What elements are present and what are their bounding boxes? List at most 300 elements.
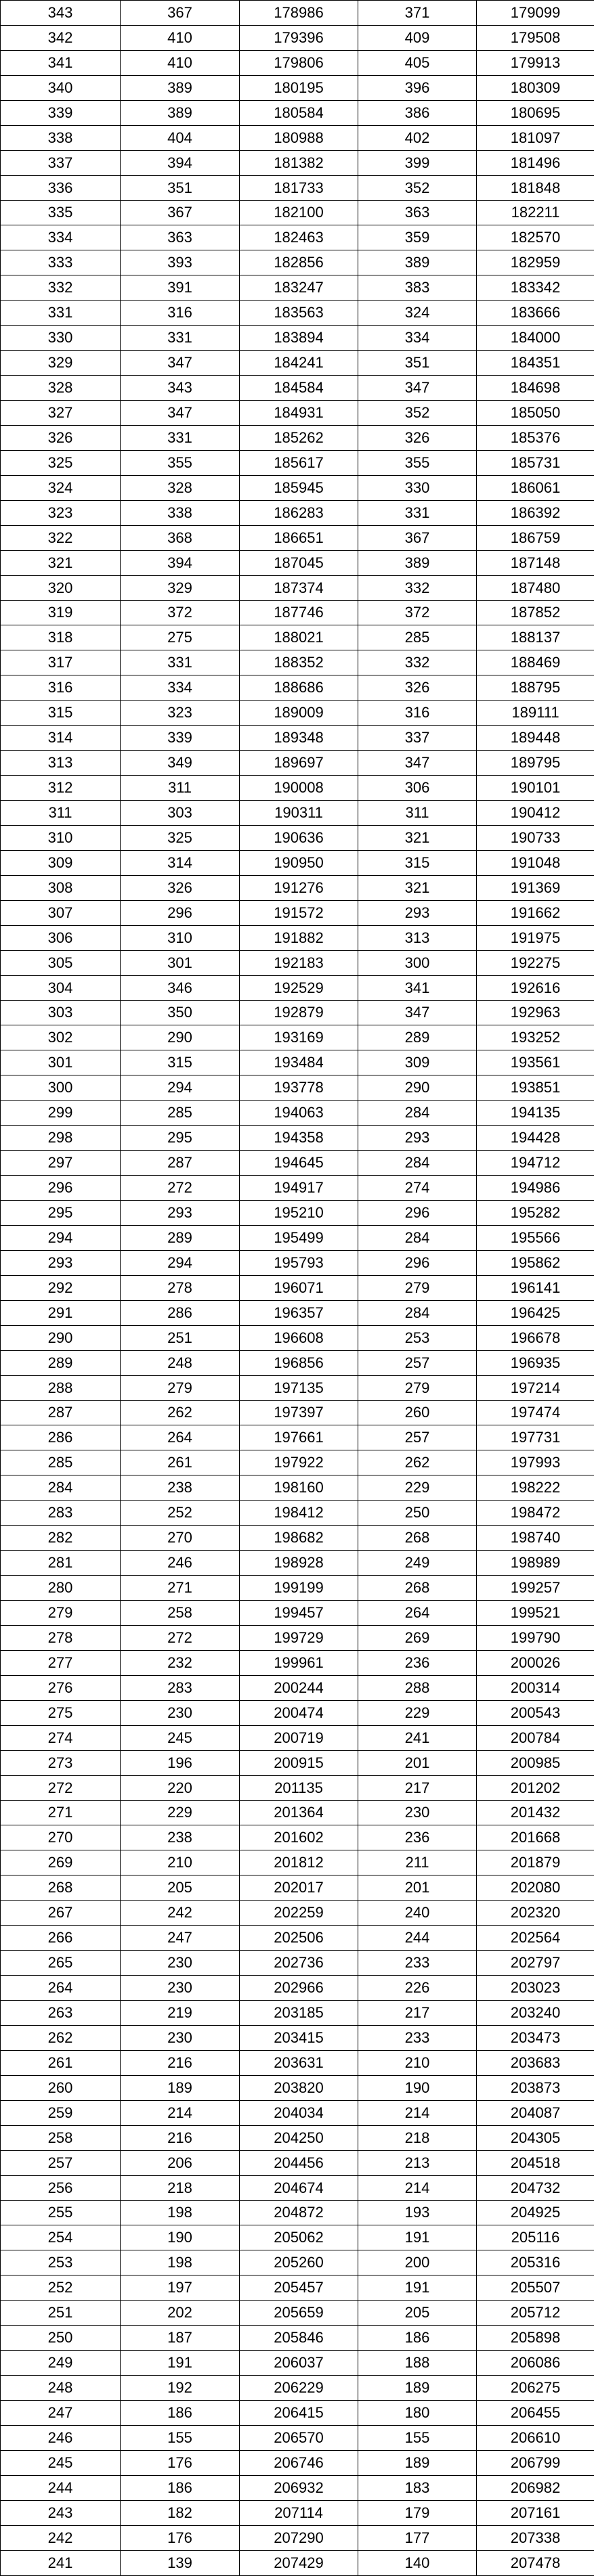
cumulative-b-cell: 205316 [477, 2250, 594, 2275]
cumulative-b-cell: 180695 [477, 100, 594, 125]
cumulative-b-cell: 207338 [477, 2525, 594, 2550]
cumulative-a-cell: 191882 [240, 925, 358, 950]
count-a-cell: 393 [121, 250, 240, 275]
table-row [1, 825, 594, 850]
count-a-cell: 272 [121, 1176, 240, 1201]
count-a-cell: 343 [121, 376, 240, 401]
cumulative-b-cell: 206610 [477, 2425, 594, 2450]
cumulative-b-cell: 188469 [477, 650, 594, 675]
count-a-cell: 287 [121, 1151, 240, 1176]
cumulative-b-cell: 203473 [477, 2025, 594, 2050]
cumulative-b-cell: 192275 [477, 950, 594, 975]
cumulative-a-cell: 204034 [240, 2100, 358, 2125]
cumulative-b-cell: 190733 [477, 825, 594, 850]
score-cell: 303 [1, 1000, 121, 1025]
score-cell: 266 [1, 1926, 121, 1951]
cumulative-b-cell: 206982 [477, 2475, 594, 2500]
cumulative-a-cell: 197135 [240, 1375, 358, 1400]
cumulative-b-cell: 192963 [477, 1000, 594, 1025]
cumulative-a-cell: 196071 [240, 1275, 358, 1300]
count-b-cell: 193 [358, 2200, 477, 2225]
cumulative-a-cell: 206037 [240, 2351, 358, 2376]
table-row [1, 1700, 594, 1725]
cumulative-b-cell: 186061 [477, 475, 594, 500]
cumulative-a-cell: 182463 [240, 225, 358, 250]
score-cell: 280 [1, 1576, 121, 1601]
count-b-cell: 284 [358, 1151, 477, 1176]
count-b-cell: 284 [358, 1225, 477, 1250]
score-cell: 285 [1, 1450, 121, 1475]
table-row [1, 2401, 594, 2426]
count-b-cell: 288 [358, 1675, 477, 1700]
table-row [1, 1926, 594, 1951]
count-b-cell: 268 [358, 1576, 477, 1601]
cumulative-a-cell: 190950 [240, 850, 358, 875]
cumulative-b-cell: 202320 [477, 1901, 594, 1926]
cumulative-a-cell: 193778 [240, 1075, 358, 1101]
cumulative-a-cell: 182100 [240, 200, 358, 225]
cumulative-b-cell: 181848 [477, 175, 594, 200]
cumulative-b-cell: 180309 [477, 75, 594, 100]
cumulative-a-cell: 189697 [240, 751, 358, 776]
count-b-cell: 260 [358, 1400, 477, 1425]
score-cell: 243 [1, 2500, 121, 2525]
count-a-cell: 190 [121, 2225, 240, 2250]
score-cell: 331 [1, 301, 121, 326]
count-b-cell: 218 [358, 2125, 477, 2150]
count-a-cell: 191 [121, 2351, 240, 2376]
count-a-cell: 363 [121, 225, 240, 250]
cumulative-a-cell: 187374 [240, 575, 358, 600]
table-row [1, 275, 594, 301]
cumulative-b-cell: 184698 [477, 376, 594, 401]
cumulative-b-cell: 199790 [477, 1625, 594, 1650]
count-b-cell: 250 [358, 1501, 477, 1526]
cumulative-b-cell: 185376 [477, 425, 594, 450]
cumulative-a-cell: 196357 [240, 1300, 358, 1325]
table-row [1, 1201, 594, 1226]
cumulative-a-cell: 201135 [240, 1775, 358, 1800]
score-cell: 267 [1, 1901, 121, 1926]
count-a-cell: 251 [121, 1325, 240, 1350]
cumulative-a-cell: 202736 [240, 1951, 358, 1976]
count-b-cell: 284 [358, 1101, 477, 1126]
cumulative-a-cell: 199961 [240, 1650, 358, 1675]
cumulative-a-cell: 182856 [240, 250, 358, 275]
count-b-cell: 341 [358, 975, 477, 1000]
count-a-cell: 186 [121, 2401, 240, 2426]
score-cell: 328 [1, 376, 121, 401]
score-cell: 314 [1, 726, 121, 751]
count-b-cell: 332 [358, 650, 477, 675]
count-b-cell: 230 [358, 1800, 477, 1825]
cumulative-b-cell: 189795 [477, 751, 594, 776]
cumulative-b-cell: 204732 [477, 2175, 594, 2200]
cumulative-a-cell: 202966 [240, 1976, 358, 2001]
count-a-cell: 303 [121, 801, 240, 826]
cumulative-b-cell: 181496 [477, 150, 594, 175]
count-b-cell: 409 [358, 25, 477, 50]
count-a-cell: 351 [121, 175, 240, 200]
table-row [1, 376, 594, 401]
score-cell: 336 [1, 175, 121, 200]
count-b-cell: 214 [358, 2175, 477, 2200]
table-row [1, 75, 594, 100]
count-b-cell: 332 [358, 575, 477, 600]
score-cell: 289 [1, 1350, 121, 1375]
score-cell: 278 [1, 1625, 121, 1650]
count-a-cell: 182 [121, 2500, 240, 2525]
count-b-cell: 296 [358, 1201, 477, 1226]
cumulative-b-cell: 203240 [477, 2001, 594, 2026]
cumulative-b-cell: 185050 [477, 401, 594, 426]
count-a-cell: 202 [121, 2301, 240, 2326]
cumulative-a-cell: 204674 [240, 2175, 358, 2200]
count-b-cell: 253 [358, 1325, 477, 1350]
table-row [1, 2050, 594, 2075]
count-a-cell: 248 [121, 1350, 240, 1375]
table-row [1, 200, 594, 225]
cumulative-b-cell: 201202 [477, 1775, 594, 1800]
score-cell: 283 [1, 1501, 121, 1526]
count-a-cell: 216 [121, 2050, 240, 2075]
score-cell: 316 [1, 675, 121, 701]
cumulative-b-cell: 202564 [477, 1926, 594, 1951]
score-cell: 325 [1, 450, 121, 475]
table-row [1, 525, 594, 550]
cumulative-b-cell: 205116 [477, 2225, 594, 2250]
cumulative-b-cell: 193851 [477, 1075, 594, 1101]
count-b-cell: 214 [358, 2100, 477, 2125]
score-cell: 253 [1, 2250, 121, 2275]
table-row [1, 2425, 594, 2450]
cumulative-a-cell: 190636 [240, 825, 358, 850]
count-b-cell: 189 [358, 2450, 477, 2475]
cumulative-b-cell: 207478 [477, 2550, 594, 2575]
score-cell: 271 [1, 1800, 121, 1825]
cumulative-b-cell: 191369 [477, 875, 594, 900]
table-row [1, 1650, 594, 1675]
cumulative-b-cell: 184351 [477, 351, 594, 376]
cumulative-a-cell: 178986 [240, 1, 358, 26]
cumulative-a-cell: 183247 [240, 275, 358, 301]
score-cell: 245 [1, 2450, 121, 2475]
count-a-cell: 328 [121, 475, 240, 500]
count-a-cell: 230 [121, 1951, 240, 1976]
count-a-cell: 410 [121, 50, 240, 75]
cumulative-a-cell: 191572 [240, 900, 358, 925]
count-a-cell: 192 [121, 2376, 240, 2401]
count-a-cell: 350 [121, 1000, 240, 1025]
cumulative-b-cell: 197731 [477, 1425, 594, 1450]
count-b-cell: 155 [358, 2425, 477, 2450]
cumulative-a-cell: 203185 [240, 2001, 358, 2026]
count-b-cell: 285 [358, 625, 477, 650]
cumulative-b-cell: 196141 [477, 1275, 594, 1300]
count-a-cell: 334 [121, 675, 240, 701]
count-a-cell: 214 [121, 2100, 240, 2125]
count-b-cell: 179 [358, 2500, 477, 2525]
score-cell: 300 [1, 1075, 121, 1101]
count-b-cell: 389 [358, 250, 477, 275]
score-cell: 272 [1, 1775, 121, 1800]
cumulative-a-cell: 187045 [240, 550, 358, 575]
cumulative-a-cell: 202017 [240, 1875, 358, 1901]
cumulative-b-cell: 204518 [477, 2150, 594, 2175]
cumulative-a-cell: 200719 [240, 1725, 358, 1750]
count-b-cell: 309 [358, 1050, 477, 1075]
score-cell: 343 [1, 1, 121, 26]
score-cell: 248 [1, 2376, 121, 2401]
score-cell: 319 [1, 600, 121, 625]
score-cell: 293 [1, 1250, 121, 1275]
cumulative-a-cell: 200915 [240, 1750, 358, 1775]
score-cell: 244 [1, 2475, 121, 2500]
count-b-cell: 236 [358, 1650, 477, 1675]
count-b-cell: 217 [358, 1775, 477, 1800]
table-row [1, 850, 594, 875]
score-cell: 279 [1, 1601, 121, 1626]
table-row [1, 1625, 594, 1650]
table-row [1, 925, 594, 950]
count-a-cell: 310 [121, 925, 240, 950]
cumulative-b-cell: 194428 [477, 1126, 594, 1151]
cumulative-a-cell: 180584 [240, 100, 358, 125]
score-cell: 334 [1, 225, 121, 250]
count-a-cell: 271 [121, 1576, 240, 1601]
count-b-cell: 188 [358, 2351, 477, 2376]
score-cell: 286 [1, 1425, 121, 1450]
count-b-cell: 189 [358, 2376, 477, 2401]
count-a-cell: 331 [121, 650, 240, 675]
count-b-cell: 249 [358, 1551, 477, 1576]
score-cell: 291 [1, 1300, 121, 1325]
count-b-cell: 347 [358, 1000, 477, 1025]
cumulative-b-cell: 201432 [477, 1800, 594, 1825]
count-a-cell: 346 [121, 975, 240, 1000]
count-b-cell: 331 [358, 500, 477, 525]
count-b-cell: 229 [358, 1475, 477, 1501]
table-row [1, 2075, 594, 2100]
score-cell: 310 [1, 825, 121, 850]
cumulative-a-cell: 179396 [240, 25, 358, 50]
count-b-cell: 306 [358, 776, 477, 801]
table-row [1, 25, 594, 50]
count-a-cell: 270 [121, 1526, 240, 1551]
count-a-cell: 205 [121, 1875, 240, 1901]
score-cell: 250 [1, 2326, 121, 2351]
count-a-cell: 220 [121, 1775, 240, 1800]
score-cell: 261 [1, 2050, 121, 2075]
count-a-cell: 155 [121, 2425, 240, 2450]
count-a-cell: 301 [121, 950, 240, 975]
count-b-cell: 351 [358, 351, 477, 376]
cumulative-b-cell: 199521 [477, 1601, 594, 1626]
score-cell: 342 [1, 25, 121, 50]
score-cell: 305 [1, 950, 121, 975]
table-row [1, 975, 594, 1000]
count-b-cell: 347 [358, 376, 477, 401]
cumulative-a-cell: 194063 [240, 1101, 358, 1126]
count-a-cell: 294 [121, 1250, 240, 1275]
count-a-cell: 219 [121, 2001, 240, 2026]
cumulative-a-cell: 200244 [240, 1675, 358, 1700]
cumulative-a-cell: 205846 [240, 2326, 358, 2351]
cumulative-a-cell: 195793 [240, 1250, 358, 1275]
cumulative-a-cell: 197922 [240, 1450, 358, 1475]
cumulative-b-cell: 179913 [477, 50, 594, 75]
cumulative-a-cell: 199729 [240, 1625, 358, 1650]
count-a-cell: 391 [121, 275, 240, 301]
count-a-cell: 338 [121, 500, 240, 525]
count-a-cell: 389 [121, 100, 240, 125]
score-cell: 321 [1, 550, 121, 575]
cumulative-a-cell: 189009 [240, 701, 358, 726]
count-b-cell: 201 [358, 1750, 477, 1775]
count-a-cell: 246 [121, 1551, 240, 1576]
count-b-cell: 330 [358, 475, 477, 500]
cumulative-b-cell: 199257 [477, 1576, 594, 1601]
cumulative-b-cell: 203023 [477, 1976, 594, 2001]
score-cell: 318 [1, 625, 121, 650]
table-row [1, 1300, 594, 1325]
cumulative-b-cell: 197474 [477, 1400, 594, 1425]
cumulative-a-cell: 196856 [240, 1350, 358, 1375]
count-a-cell: 210 [121, 1850, 240, 1875]
count-b-cell: 396 [358, 75, 477, 100]
cumulative-b-cell: 186392 [477, 500, 594, 525]
score-cell: 340 [1, 75, 121, 100]
cumulative-a-cell: 201364 [240, 1800, 358, 1825]
count-b-cell: 311 [358, 801, 477, 826]
cumulative-a-cell: 195499 [240, 1225, 358, 1250]
table-row [1, 2525, 594, 2550]
table-row [1, 2250, 594, 2275]
table-row [1, 150, 594, 175]
table-row [1, 2200, 594, 2225]
count-a-cell: 316 [121, 301, 240, 326]
score-cell: 333 [1, 250, 121, 275]
score-cell: 264 [1, 1976, 121, 2001]
count-b-cell: 347 [358, 751, 477, 776]
cumulative-b-cell: 207161 [477, 2500, 594, 2525]
cumulative-a-cell: 205457 [240, 2275, 358, 2301]
score-cell: 254 [1, 2225, 121, 2250]
count-a-cell: 394 [121, 550, 240, 575]
score-cell: 259 [1, 2100, 121, 2125]
score-cell: 309 [1, 850, 121, 875]
cumulative-b-cell: 201879 [477, 1850, 594, 1875]
cumulative-a-cell: 184241 [240, 351, 358, 376]
table-row [1, 1551, 594, 1576]
score-cell: 313 [1, 751, 121, 776]
score-cell: 288 [1, 1375, 121, 1400]
score-cell: 323 [1, 500, 121, 525]
cumulative-a-cell: 203631 [240, 2050, 358, 2075]
table-row [1, 2175, 594, 2200]
count-b-cell: 383 [358, 275, 477, 301]
count-a-cell: 294 [121, 1075, 240, 1101]
table-row [1, 425, 594, 450]
cumulative-a-cell: 207114 [240, 2500, 358, 2525]
score-cell: 327 [1, 401, 121, 426]
count-a-cell: 372 [121, 600, 240, 625]
cumulative-a-cell: 201602 [240, 1825, 358, 1850]
cumulative-b-cell: 202797 [477, 1951, 594, 1976]
count-b-cell: 334 [358, 326, 477, 351]
table-row [1, 1000, 594, 1025]
cumulative-a-cell: 205062 [240, 2225, 358, 2250]
count-b-cell: 183 [358, 2475, 477, 2500]
table-body [1, 1, 594, 2576]
count-a-cell: 355 [121, 450, 240, 475]
count-a-cell: 176 [121, 2525, 240, 2550]
count-a-cell: 275 [121, 625, 240, 650]
cumulative-b-cell: 201668 [477, 1825, 594, 1850]
score-cell: 297 [1, 1151, 121, 1176]
count-a-cell: 296 [121, 900, 240, 925]
count-b-cell: 324 [358, 301, 477, 326]
count-a-cell: 176 [121, 2450, 240, 2475]
count-a-cell: 187 [121, 2326, 240, 2351]
count-a-cell: 262 [121, 1400, 240, 1425]
count-a-cell: 404 [121, 125, 240, 150]
table-row [1, 1101, 594, 1126]
cumulative-a-cell: 183894 [240, 326, 358, 351]
count-b-cell: 240 [358, 1901, 477, 1926]
table-row [1, 100, 594, 125]
cumulative-b-cell: 197214 [477, 1375, 594, 1400]
table-row [1, 1725, 594, 1750]
score-cell: 326 [1, 425, 121, 450]
score-cell: 260 [1, 2075, 121, 2100]
count-a-cell: 285 [121, 1101, 240, 1126]
cumulative-b-cell: 187480 [477, 575, 594, 600]
cumulative-a-cell: 190008 [240, 776, 358, 801]
cumulative-a-cell: 184584 [240, 376, 358, 401]
cumulative-a-cell: 184931 [240, 401, 358, 426]
cumulative-a-cell: 188021 [240, 625, 358, 650]
cumulative-a-cell: 206932 [240, 2475, 358, 2500]
count-b-cell: 313 [358, 925, 477, 950]
cumulative-b-cell: 205507 [477, 2275, 594, 2301]
cumulative-b-cell: 198740 [477, 1526, 594, 1551]
cumulative-b-cell: 184000 [477, 326, 594, 351]
score-cell: 298 [1, 1126, 121, 1151]
count-b-cell: 399 [358, 150, 477, 175]
count-a-cell: 326 [121, 875, 240, 900]
cumulative-b-cell: 183666 [477, 301, 594, 326]
cumulative-a-cell: 206229 [240, 2376, 358, 2401]
cumulative-a-cell: 204250 [240, 2125, 358, 2150]
count-b-cell: 371 [358, 1, 477, 26]
table-row [1, 2100, 594, 2125]
score-cell: 242 [1, 2525, 121, 2550]
table-row [1, 1275, 594, 1300]
cumulative-a-cell: 198928 [240, 1551, 358, 1576]
table-row [1, 301, 594, 326]
cumulative-a-cell: 185945 [240, 475, 358, 500]
cumulative-b-cell: 182959 [477, 250, 594, 275]
cumulative-a-cell: 198412 [240, 1501, 358, 1526]
count-b-cell: 402 [358, 125, 477, 150]
table-row [1, 2150, 594, 2175]
table-row [1, 801, 594, 826]
score-cell: 294 [1, 1225, 121, 1250]
count-a-cell: 315 [121, 1050, 240, 1075]
count-a-cell: 329 [121, 575, 240, 600]
cumulative-b-cell: 206275 [477, 2376, 594, 2401]
